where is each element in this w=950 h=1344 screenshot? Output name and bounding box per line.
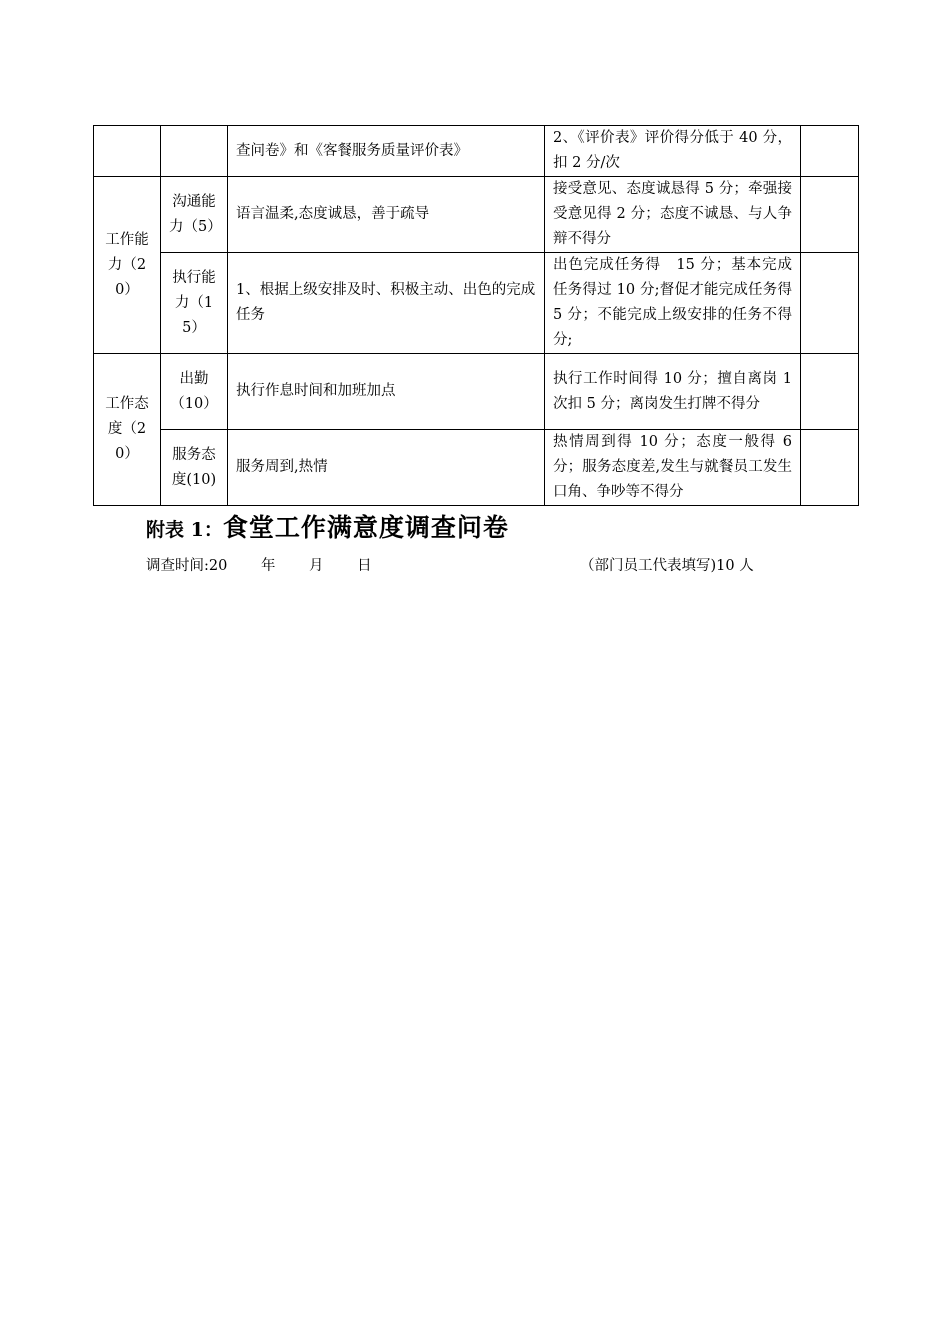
category-cell: 工作态度（20） bbox=[94, 354, 161, 506]
scoring-cell: 热情周到得 10 分；态度一般得 6 分；服务态度差,发生与就餐员工发生口角、争吵等不得分 bbox=[545, 430, 801, 506]
appendix-title: 食堂工作满意度调查问卷 bbox=[222, 513, 509, 542]
item-cell bbox=[161, 126, 228, 177]
category-cell bbox=[94, 126, 161, 177]
item-cell: 出勤（10） bbox=[161, 354, 228, 430]
item-cell: 服务态度(10) bbox=[161, 430, 228, 506]
table-row bbox=[94, 177, 859, 253]
mark-cell bbox=[801, 430, 859, 506]
table-row bbox=[94, 253, 859, 354]
mark-cell bbox=[801, 253, 859, 354]
standard-cell: 1、根据上级安排及时、积极主动、出色的完成任务 bbox=[228, 253, 545, 354]
item-cell: 执行能力（15） bbox=[161, 253, 228, 354]
standard-cell: 语言温柔,态度诚恳，善于疏导 bbox=[228, 177, 545, 253]
scoring-cell: 执行工作时间得 10 分；擅自离岗 1 次扣 5 分；离岗发生打牌不得分 bbox=[545, 354, 801, 430]
appendix-prefix: 附表 1： bbox=[146, 519, 223, 541]
mark-cell bbox=[801, 354, 859, 430]
table-row bbox=[94, 430, 859, 506]
category-cell: 工作能力（20） bbox=[94, 177, 161, 354]
evaluation-table bbox=[93, 125, 859, 506]
scoring-cell: 接受意见、态度诚恳得 5 分；牵强接受意见得 2 分；态度不诚恳、与人争辩不得分 bbox=[545, 177, 801, 253]
standard-cell: 服务周到,热情 bbox=[228, 430, 545, 506]
survey-date: 调查时间:20 年 月 日 bbox=[146, 558, 372, 574]
survey-note: （部门员工代表填写)10 人 bbox=[580, 558, 754, 574]
standard-cell: 查问卷》和《客餐服务质量评价表》 bbox=[228, 126, 545, 177]
mark-cell bbox=[801, 126, 859, 177]
appendix-heading bbox=[146, 508, 509, 544]
scoring-cell: 2、《评价表》评价得分低于 40 分，扣 2 分/次 bbox=[545, 126, 801, 177]
standard-cell: 执行作息时间和加班加点 bbox=[228, 354, 545, 430]
item-cell: 沟通能力（5） bbox=[161, 177, 228, 253]
scoring-cell: 出色完成任务得 15 分；基本完成任务得过 10 分;督促才能完成任务得 5 分；不能完成上级安排的任务不得分; bbox=[545, 253, 801, 354]
table-row bbox=[94, 354, 859, 430]
mark-cell bbox=[801, 177, 859, 253]
table-row bbox=[94, 126, 859, 177]
